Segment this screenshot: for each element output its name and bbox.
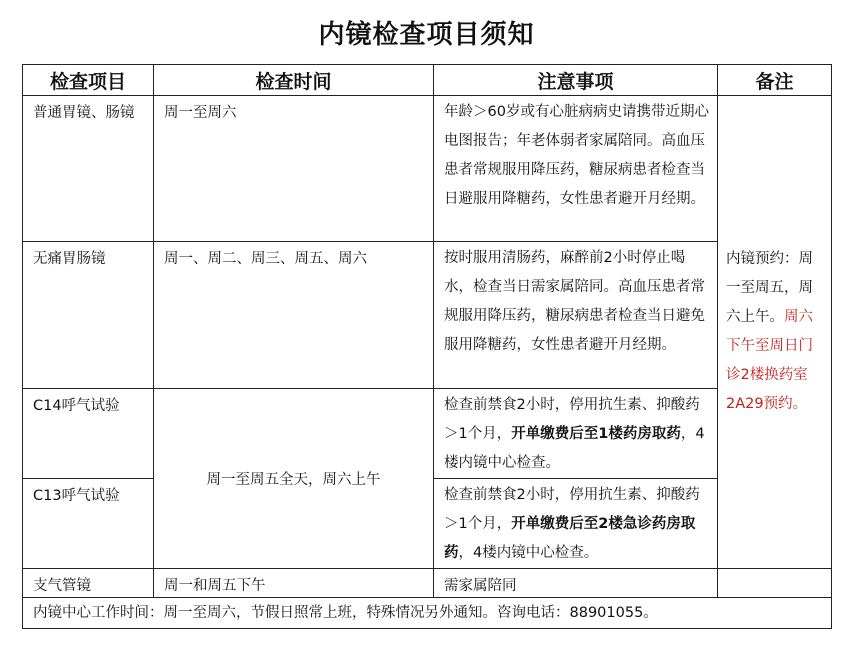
row-notes: 按时服用清肠药，麻醉前2小时停止喝水，检查当日需家属陪同。高血压患者常规服用降压药，糖尿病患者检查当日避免服用降糖药，女性患者避开月经期。	[434, 242, 718, 389]
remark-highlight: 周六下午至周日门诊2楼换药室2A29预约。	[726, 309, 813, 412]
row-time: 周一和周五下午	[154, 569, 434, 598]
row-time: 周一、周二、周三、周五、周六	[154, 242, 434, 389]
header-notes: 注意事项	[434, 65, 718, 96]
row-notes: 需家属陪同	[434, 569, 718, 598]
table-row	[23, 242, 832, 389]
empty-cell	[718, 569, 832, 598]
table-row	[23, 569, 832, 598]
row-notes-emphasis: 开单缴费后至2楼急诊药房取药	[444, 516, 696, 561]
row-item: C13呼气试验	[23, 479, 154, 569]
schedule-table	[22, 64, 832, 629]
table-header-row	[23, 65, 832, 96]
header-time: 检查时间	[154, 65, 434, 96]
remark-normal: 内镜预约：周一至周五，周六上午。	[726, 251, 813, 325]
breath-test-time: 周一至周五全天，周六上午	[154, 389, 434, 569]
remark-cell	[718, 96, 832, 569]
row-item: 无痛胃肠镜	[23, 242, 154, 389]
row-notes: 检查前禁食2小时，停用抗生素、抑酸药＞1个月，开单缴费后至2楼急诊药房取药，4楼内镜中心检查。	[434, 479, 718, 569]
header-item: 检查项目	[23, 65, 154, 96]
row-notes: 检查前禁食2小时，停用抗生素、抑酸药＞1个月，开单缴费后至1楼药房取药，4楼内镜中心检查。	[434, 389, 718, 479]
footer-note: 内镜中心工作时间：周一至周六，节假日照常上班，特殊情况另外通知。咨询电话：88901055。	[23, 598, 832, 629]
row-item: 普通胃镜、肠镜	[23, 96, 154, 242]
page-title: 内镜检查项目须知	[318, 20, 535, 50]
table-row	[23, 389, 832, 479]
header-remarks: 备注	[718, 65, 832, 96]
footer-row	[23, 598, 832, 629]
table-row	[23, 96, 832, 242]
row-item: C14呼气试验	[23, 389, 154, 479]
row-time: 周一至周六	[154, 96, 434, 242]
row-item: 支气管镜	[23, 569, 154, 598]
row-notes-emphasis: 开单缴费后至1楼药房取药	[511, 426, 681, 442]
row-notes: 年龄＞60岁或有心脏病病史请携带近期心电图报告；年老体弱者家属陪同。高血压患者常规服用降压药，糖尿病患者检查当日避服用降糖药，女性患者避开月经期。	[434, 96, 718, 242]
